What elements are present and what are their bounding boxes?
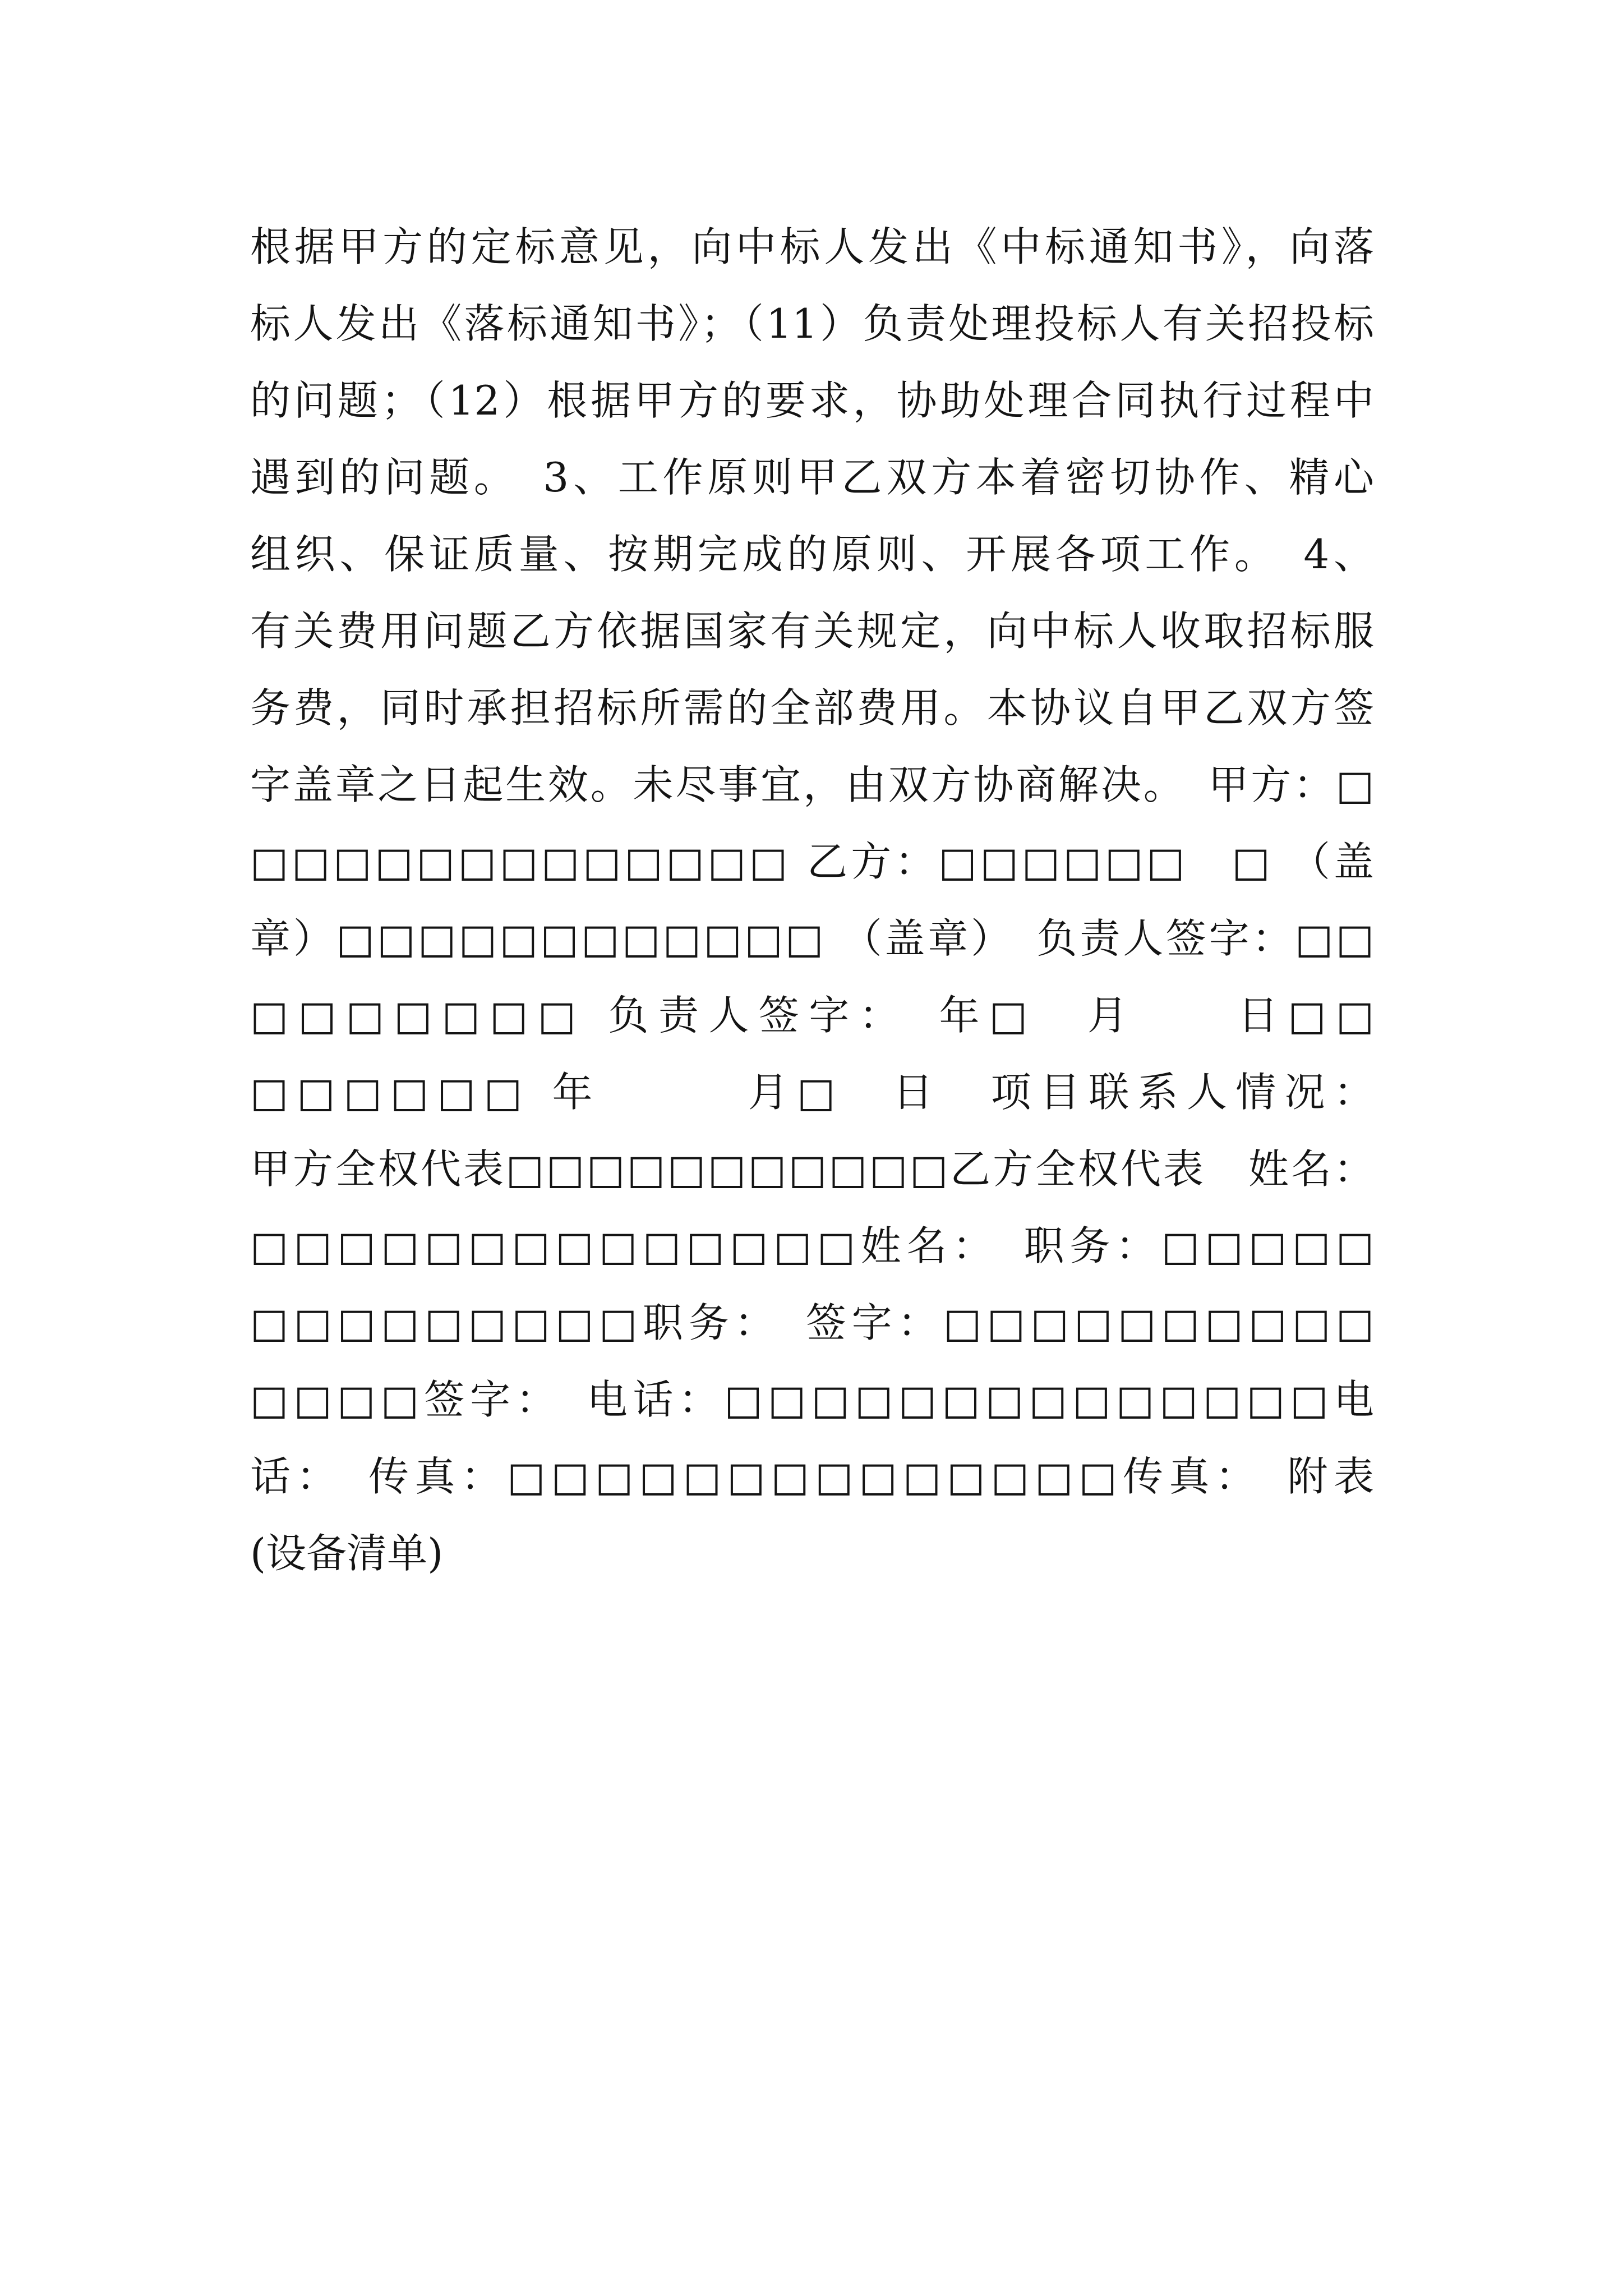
text-line: 标人发出《落标通知书》；（11）负责处理投标人有关招投标 [250,300,1374,347]
contract-body-text [250,209,1428,1592]
text-line: □□□□签字： 电话：□□□□□□□□□□□□□□电 [250,1376,1374,1423]
text-line: 话： 传真：□□□□□□□□□□□□□□传真： 附表 [250,1453,1374,1500]
text-line: □□□□□□□□□□□□□ 乙方：□□□□□□ □ （盖 [250,838,1374,885]
text-line: (设备清单) [250,1530,444,1577]
text-line: 遇到的问题。 3、工作原则甲乙双方本着密切协作、精心 [250,454,1374,501]
text-line: 组织、保证质量、按期完成的原则、开展各项工作。 4、 [250,531,1374,578]
text-line: 甲方全权代表□□□□□□□□□□□乙方全权代表 姓名： [250,1145,1374,1193]
text-line: 根据甲方的定标意见，向中标人发出《中标通知书》，向落 [250,223,1374,270]
text-line: 的问题；（12）根据甲方的要求，协助处理合同执行过程中 [250,377,1374,424]
text-line: 务费，同时承担招标所需的全部费用。本协议自甲乙双方签 [250,684,1374,731]
text-line: 字盖章之日起生效。未尽事宜，由双方协商解决。 甲方：□ [250,761,1374,808]
text-line: □□□□□□□□□职务： 签字：□□□□□□□□□□ [250,1299,1374,1346]
text-line: □□□□□□□ 负责人签字： 年□ 月 日□□ [250,992,1374,1039]
text-line: □□□□□□□□□□□□□□姓名： 职务：□□□□□ [250,1222,1374,1269]
text-line: □□□□□□ 年 月□ 日 项目联系人情况： [250,1069,1374,1116]
text-line: 章）□□□□□□□□□□□□ （盖章） 负责人签字：□□ [250,915,1374,962]
text-line: 有关费用问题乙方依据国家有关规定，向中标人收取招标服 [250,608,1374,655]
